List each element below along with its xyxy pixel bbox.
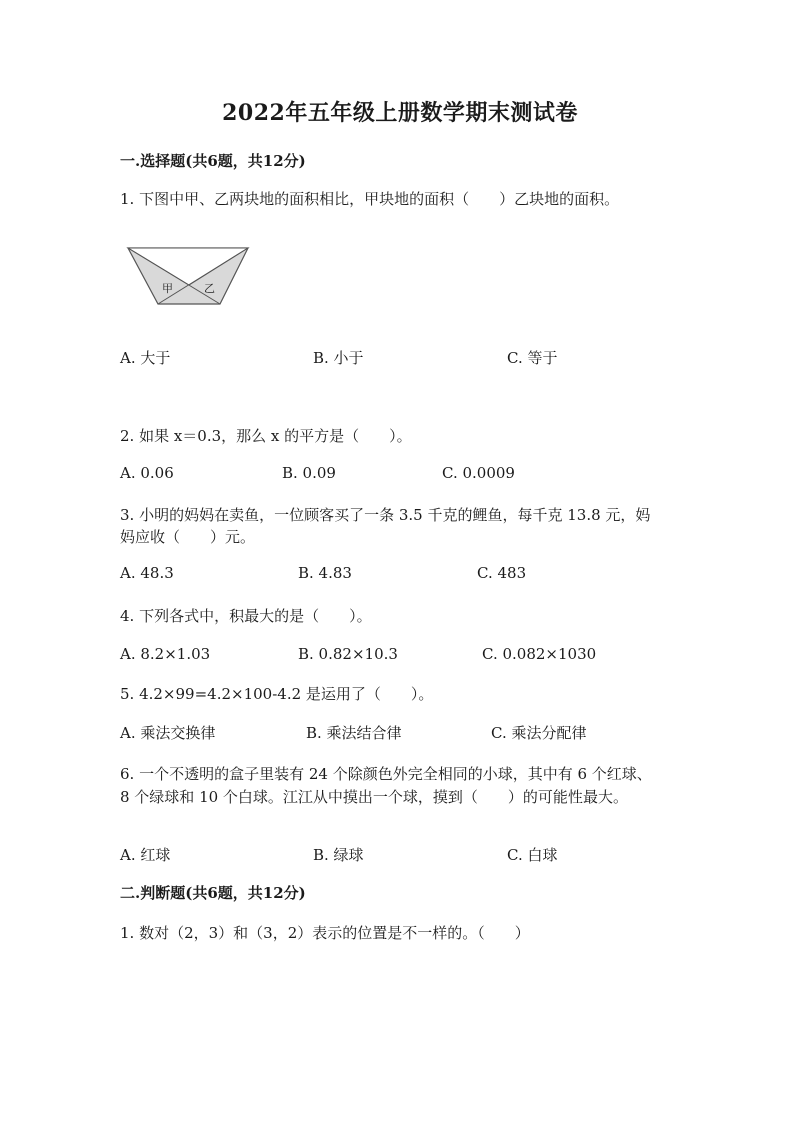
question-3-options (120, 564, 720, 586)
option-b[interactable]: B. 乘法结合律 (306, 724, 402, 742)
option-c[interactable]: C. 白球 (507, 846, 558, 864)
option-b[interactable]: B. 绿球 (313, 846, 364, 864)
question-1-options (120, 347, 720, 369)
question-5-options (120, 722, 720, 744)
section-heading-judgement: 二.判断题(共6题，共12分) (120, 884, 306, 902)
option-c[interactable]: C. 483 (477, 564, 527, 582)
question-6-line-2: 8 个绿球和 10 个白球。江江从中摸出一个球，摸到（ ）的可能性最大。 (120, 788, 628, 806)
option-a[interactable]: A. 大于 (120, 349, 171, 367)
label-jia: 甲 (162, 282, 173, 295)
question-2-text: 2. 如果 x＝0.3，那么 x 的平方是（ ）。 (120, 427, 412, 445)
question-6-options (120, 844, 720, 866)
page-title: 2022年五年级上册数学期末测试卷 (222, 100, 578, 126)
option-b[interactable]: B. 4.83 (298, 564, 352, 582)
option-c[interactable]: C. 乘法分配律 (491, 724, 587, 742)
question-4-options (120, 645, 720, 667)
option-a[interactable]: A. 8.2×1.03 (120, 645, 211, 663)
option-c[interactable]: C. 0.0009 (442, 464, 515, 482)
section-heading-choice: 一.选择题(共6题，共12分) (120, 152, 306, 170)
option-b[interactable]: B. 小于 (313, 349, 364, 367)
question-5-text: 5. 4.2×99=4.2×100-4.2 是运用了（ ）。 (120, 685, 434, 703)
label-yi: 乙 (204, 282, 215, 295)
trapezoid-figure (122, 240, 254, 310)
question-3-line-1: 3. 小明的妈妈在卖鱼，一位顾客买了一条 3.5 千克的鲤鱼，每千克 13.8 元，妈 (120, 506, 651, 524)
option-a[interactable]: A. 0.06 (120, 464, 174, 482)
option-a[interactable]: A. 48.3 (120, 564, 174, 582)
question-3-line-2: 妈应收（ ）元。 (120, 528, 256, 546)
option-a[interactable]: A. 红球 (120, 846, 171, 864)
question-2-options (120, 464, 720, 486)
option-c[interactable]: C. 等于 (507, 349, 558, 367)
option-c[interactable]: C. 0.082×1030 (482, 645, 597, 663)
question-4-text: 4. 下列各式中，积最大的是（ ）。 (120, 607, 372, 625)
option-b[interactable]: B. 0.09 (282, 464, 336, 482)
question-1-text: 1. 下图中甲、乙两块地的面积相比，甲块地的面积（ ）乙块地的面积。 (120, 190, 620, 208)
option-a[interactable]: A. 乘法交换律 (120, 724, 216, 742)
question-6-line-1: 6. 一个不透明的盒子里装有 24 个除颜色外完全相同的小球，其中有 6 个红球、 (120, 765, 652, 783)
judgement-1-text: 1. 数对（2，3）和（3，2）表示的位置是不一样的。（ ） (120, 924, 530, 942)
option-b[interactable]: B. 0.82×10.3 (298, 645, 398, 663)
